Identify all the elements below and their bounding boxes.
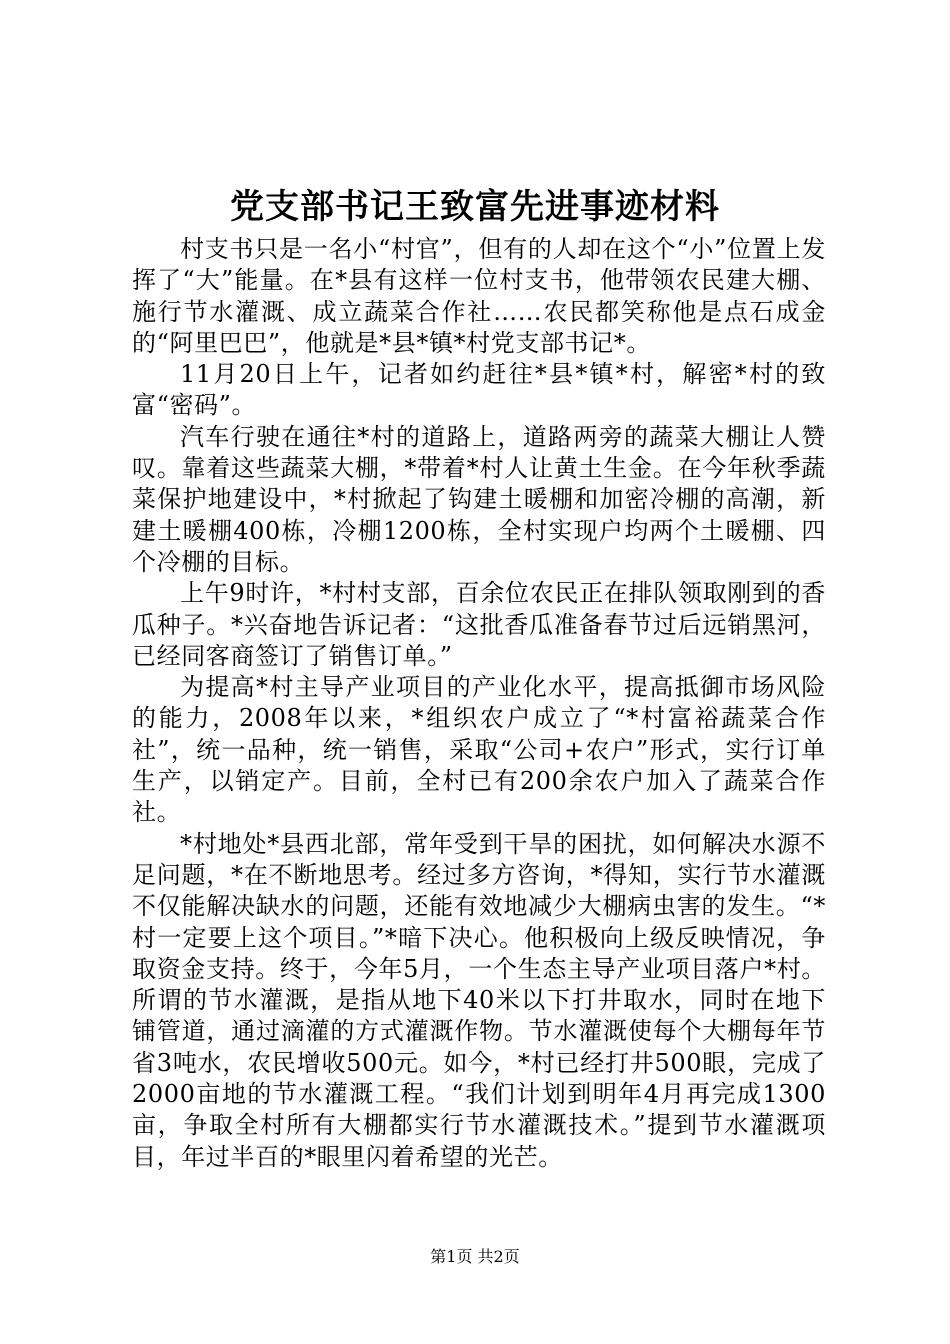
document-body bbox=[132, 234, 826, 1173]
document-title: 党支部书记王致富先进事迹材料 bbox=[230, 187, 720, 227]
paragraph-irrigation: *村地处*县西北部，常年受到干旱的困扰，如何解决水源不足问题，*在不断地思考。经过多方咨询，*得知，实行节水灌溉不仅能解决缺水的问题，还能有效地减少大棚病虫害的发生。“*村一定要上这个项目。”*暗下决心。他积极向上级反映情况，争取资金支持。终于，今年5月，一个生态主导产业项目落户*村。所谓的节水灌溉，是指从地下40米以下打井取水，同时在地下铺管道，通过滴灌的方式灌溉作物。节水灌溉使每个大棚每年节省3吨水，农民增收500元。如今，*村已经打井500眼，完成了2000亩地的节水灌溉工程。“我们计划到明年4月再完成1300亩，争取全村所有大棚都实行节水灌溉技术。”提到节水灌溉项目，年过半百的*眼里闪着希望的光芒。 bbox=[132, 829, 826, 1171]
paragraph-cooperative: 为提高*村主导产业项目的产业化水平，提高抵御市场风险的能力，2008年以来，*组织农户成立了“*村富裕蔬菜合作社”，统一品种，统一销售，采取“公司+农户”形式，实行订单生产，以销定产。目前，全村已有200余农户加入了蔬菜合作社。 bbox=[132, 673, 826, 827]
paragraph-visit: 11月20日上午，记者如约赶往*县*镇*村，解密*村的致富“密码”。 bbox=[132, 360, 826, 420]
paragraph-seeds: 上午9时许，*村村支部，百余位农民正在排队领取刚到的香瓜种子。*兴奋地告诉记者：“这批香瓜准备春节过后远销黑河，已经同客商签订了销售订单。” bbox=[132, 579, 826, 670]
paragraph-greenhouses: 汽车行驶在通往*村的道路上，道路两旁的蔬菜大棚让人赞叹。靠着这些蔬菜大棚，*带着*村人让黄土生金。在今年秋季蔬菜保护地建设中，*村掀起了钩建土暖棚和加密冷棚的高潮，新建土暖棚400栋，冷棚1200栋，全村实现户均两个土暖棚、四个冷棚的目标。 bbox=[132, 422, 826, 576]
page-number-footer: 第1页 共2页 bbox=[430, 1247, 520, 1266]
paragraph-intro: 村支书只是一名小“村官”，但有的人却在这个“小”位置上发挥了“大”能量。在*县有这样一位村支书，他带领农民建大棚、施行节水灌溉、成立蔬菜合作社……农民都笑称他是点石成金的“阿里巴巴”，他就是*县*镇*村党支部书记*。 bbox=[132, 235, 826, 357]
